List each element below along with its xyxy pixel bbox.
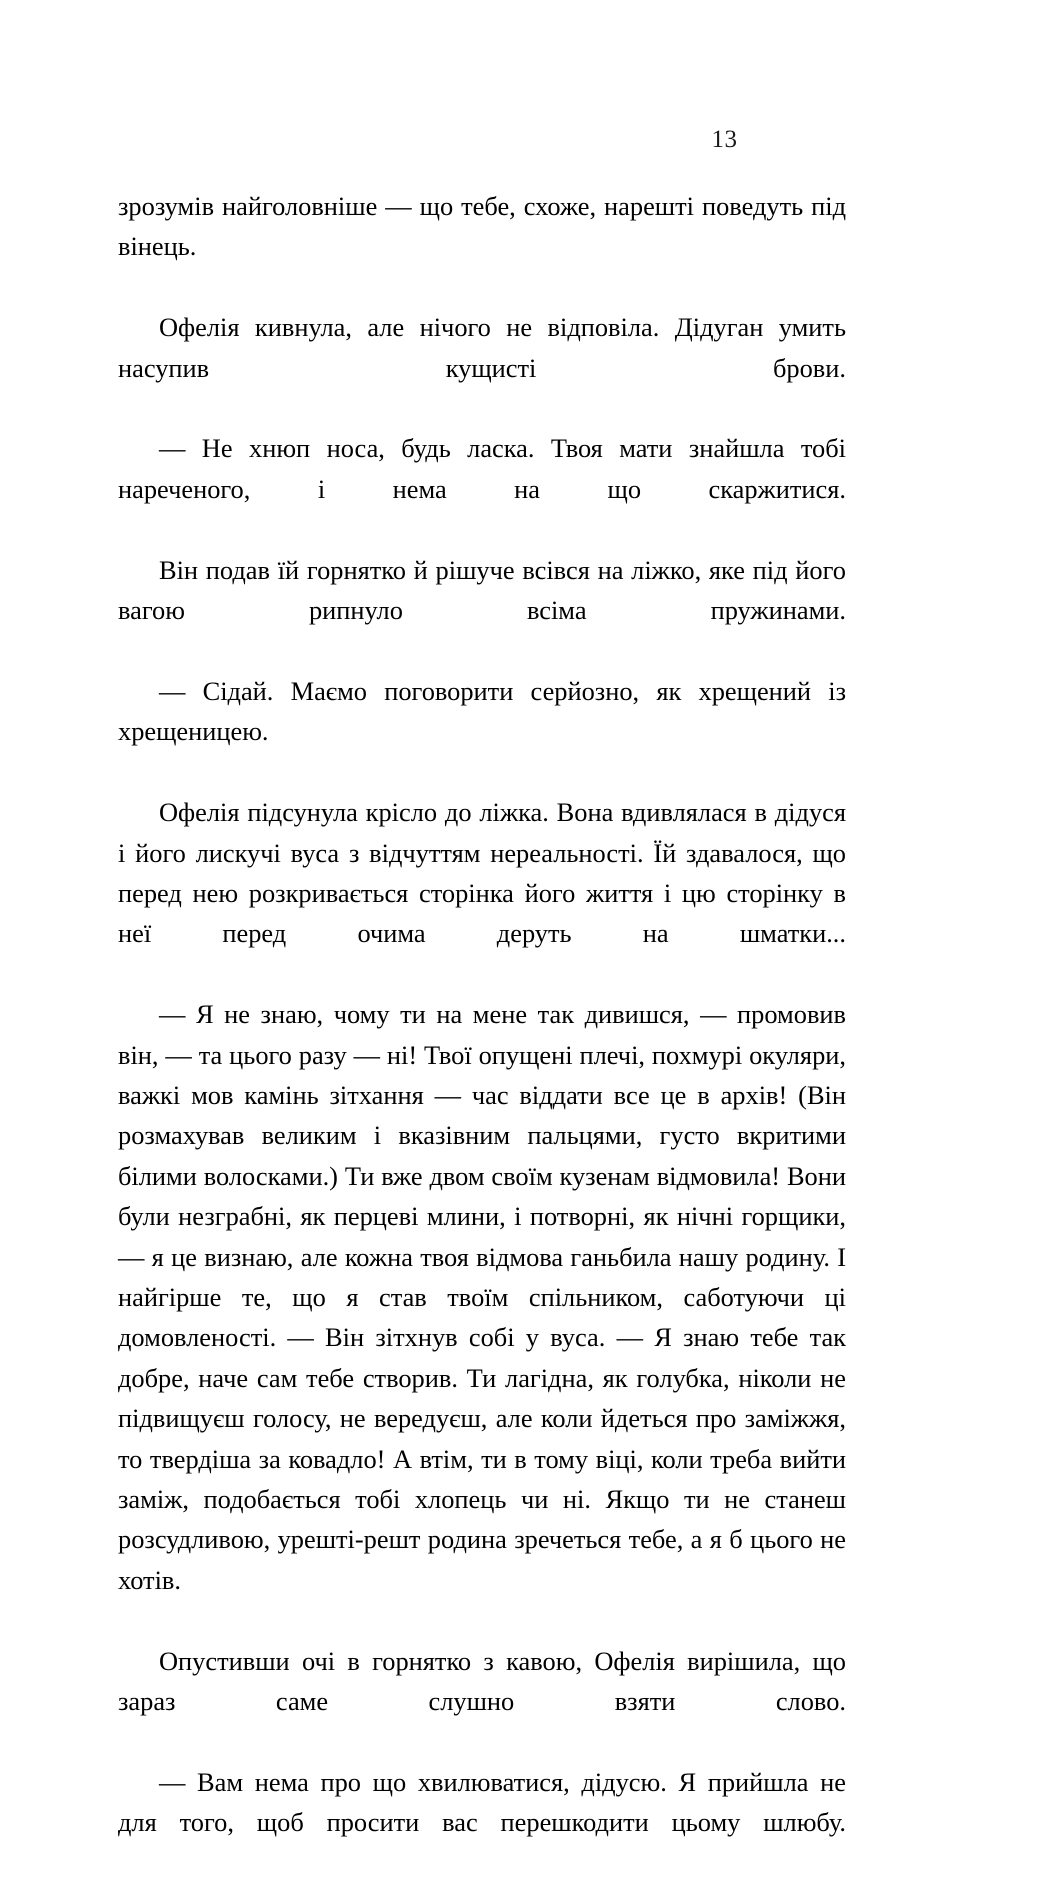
paragraph: зрозумів найголовніше — що тебе, схоже, нарешті поведуть під вінець. xyxy=(118,191,846,262)
paragraph: Офелія підсунула крісло до ліжка. Вона вдивлялася в дідуся і його лискучі вуса з відчуттям нереальності. Їй здавалося, що перед нею розкривається сторінка його життя і цю сторінку в неї перед очима деруть на шматки... xyxy=(118,797,846,949)
paragraph: Опустивши очі в горнятко з кавою, Офелія вирішила, що зараз саме слушно взяти слово. xyxy=(118,1645,846,1717)
paragraph: Офелія кивнула, але нічого не відповіла. Дідуган умить насупив кущисті брови. xyxy=(118,312,846,383)
page-number-value: 13 xyxy=(711,126,738,153)
paragraph: — Я не знаю, чому ти на мене так дивишся, — промовив він, — та цього разу — ні! Твої опущені плечі, похмурі окуляри, важкі мов камінь зітхання — час віддати все це в архів! (Він розмахував великим і вказівним пальцями, густо вкритими білими волосками.) Ти вже двом своїм кузенам відмовила! Вони були незграбні, як перцеві млини, і потворні, як нічні горщики, — я це визнаю, але кожна твоя відмова ганьбила нашу родину. І найгірше те, що я став твоїм спільником, саботуючи ці домовленості. — Він зітхнув собі у вуса. — Я знаю тебе так добре, наче сам тебе створив. Ти лагідна, як голубка, ніколи не підвищуєш голосу, не вередуєш, але коли йдеться про заміжжя, то твердіша за ковадло! А втім, ти в тому віці, коли треба вийти заміж, подобається тобі хлопець чи ні. Якщо ти не станеш розсудливою, урешті-решт родина зречеться тебе, а я б цього не хотів. xyxy=(118,999,846,1595)
paragraph: — Не хнюп носа, будь ласка. Твоя мати знайшла тобі нареченого, і нема на що скаржитися. xyxy=(118,433,846,504)
paragraph: Він подав їй горнятко й рішуче всівся на ліжко, яке під його вагою рипнуло всіма пружинами. xyxy=(118,554,846,626)
page-number xyxy=(0,126,1039,154)
paragraph: — Сідай. Маємо поговорити серйозно, як хрещений із хрещеницею. xyxy=(118,675,846,747)
paragraph: — Вам нема про що хвилюватися, дідусю. Я прийшла не для того, щоб просити вас перешкодити цьому шлюбу. xyxy=(118,1766,846,1838)
page-text-block xyxy=(118,186,846,1883)
